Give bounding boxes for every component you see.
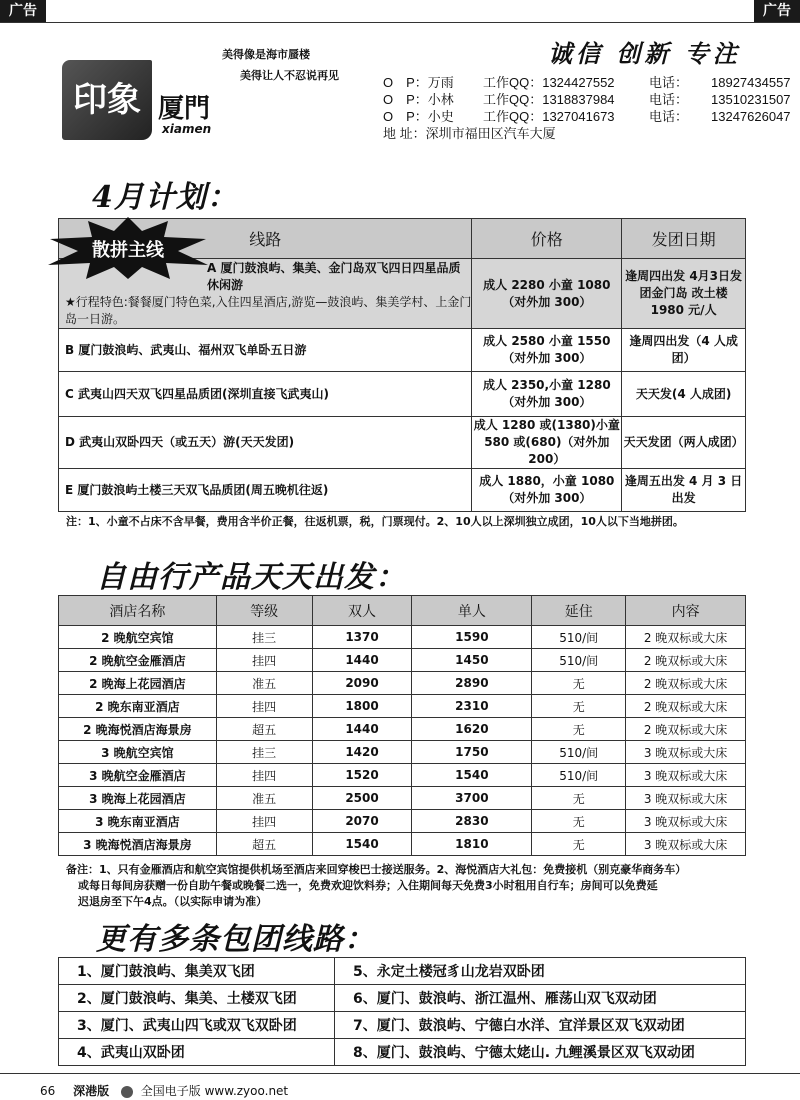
hotel-row bbox=[59, 787, 746, 810]
free-note-3: 迟退房至下午4点。（以实际申请为准） bbox=[78, 895, 268, 908]
hotel-cell: 2 晚双标或大床 bbox=[626, 649, 746, 672]
badge-text: 散拼主线 bbox=[92, 240, 164, 261]
route-item: 1、厦门鼓浪屿、集美双飞团 bbox=[59, 958, 335, 985]
contact-block bbox=[383, 74, 791, 142]
date-e: 逢周五出发 4 月 3 日出发 bbox=[622, 469, 746, 512]
hotel-cell: 2 晚双标或大床 bbox=[626, 626, 746, 649]
edition: 深港版 bbox=[73, 1084, 110, 1098]
hotel-cell: 2 晚海悦酒店海景房 bbox=[59, 718, 217, 741]
plan-note: 注：1、小童不占床不含早餐，费用含半价正餐，往返机票，税，门票现付。2、10人以上深圳独立成团，10人以下当地拼团。 bbox=[66, 515, 684, 528]
route-a: A 厦门鼓浪屿、集美、金门岛双飞四日四星品质休闲游 ★行程特色:餐餐厦门特色菜,入住四星酒店,游览—鼓浪屿、集美学村、上金门岛一日游。 bbox=[59, 259, 472, 329]
header-date: 发团日期 bbox=[622, 219, 746, 259]
hotel-cell: 超五 bbox=[216, 718, 312, 741]
date-b: 逢周四出发（4 人成团） bbox=[622, 329, 746, 372]
route-item: 7、厦门、鼓浪屿、宁德白水洋、宜洋景区双飞双动团 bbox=[335, 1012, 746, 1039]
date-a: 逢周四出发 4月3日发团金门岛 改土楼 1980 元/人 bbox=[622, 259, 746, 329]
hotel-cell: 2 晚东南亚酒店 bbox=[59, 695, 217, 718]
hotel-cell: 1540 bbox=[412, 764, 532, 787]
free-title: 自由行产品天天出发： bbox=[96, 560, 406, 595]
price-b: 成人 2580 小童 1550（对外加 300） bbox=[472, 329, 622, 372]
footer-divider bbox=[0, 1073, 800, 1074]
hotel-cell: 3 晚双标或大床 bbox=[626, 787, 746, 810]
hotel-cell: 1620 bbox=[412, 718, 532, 741]
hotel-cell: 2070 bbox=[312, 810, 412, 833]
page-number: 66 bbox=[40, 1084, 56, 1098]
hotel-cell: 无 bbox=[532, 787, 626, 810]
hotel-cell: 2 晚双标或大床 bbox=[626, 695, 746, 718]
hotel-cell: 2830 bbox=[412, 810, 532, 833]
th-grade: 等级 bbox=[216, 596, 312, 626]
header-route: 线路 bbox=[59, 219, 472, 259]
contact-row: O P：小林 工作QQ：1318837984 电话： 13510231507 bbox=[383, 92, 791, 107]
hotel-cell: 2890 bbox=[412, 672, 532, 695]
th-extend: 延住 bbox=[532, 596, 626, 626]
route-b: B 厦门鼓浪屿、武夷山、福州双飞单卧五日游 bbox=[59, 329, 472, 372]
hotel-cell: 1420 bbox=[312, 741, 412, 764]
more-title: 更有多条包团线路： bbox=[96, 922, 375, 957]
hotel-cell: 3 晚双标或大床 bbox=[626, 833, 746, 856]
hotel-cell: 2 晚双标或大床 bbox=[626, 672, 746, 695]
hotel-cell: 1800 bbox=[312, 695, 412, 718]
free-note-1: 备注：1、只有金雁酒店和航空宾馆提供机场至酒店来回穿梭巴士接送服务。2、海悦酒店大礼包：免费接机（别克豪华商务车） bbox=[66, 863, 687, 876]
hotel-row bbox=[59, 764, 746, 787]
more-routes-table bbox=[58, 957, 746, 1066]
hotel-cell: 无 bbox=[532, 695, 626, 718]
route-item: 5、永定土楼冠豸山龙岩双卧团 bbox=[335, 958, 746, 985]
hotel-row bbox=[59, 833, 746, 856]
motto: 诚信 创新 专注 bbox=[548, 39, 741, 68]
hotel-cell: 超五 bbox=[216, 833, 312, 856]
brand-city: 厦門 bbox=[158, 94, 211, 124]
contact-row: O P：万雨 工作QQ：1324427552 电话： 18927434557 bbox=[383, 75, 791, 90]
hotel-cell: 2090 bbox=[312, 672, 412, 695]
th-hotel: 酒店名称 bbox=[59, 596, 217, 626]
hotel-cell: 510/间 bbox=[532, 649, 626, 672]
ad-label-right: 广告 bbox=[754, 0, 800, 22]
hotel-cell: 1520 bbox=[312, 764, 412, 787]
hotel-cell: 1450 bbox=[412, 649, 532, 672]
hotel-cell: 1370 bbox=[312, 626, 412, 649]
hotel-cell: 1440 bbox=[312, 718, 412, 741]
hotel-cell: 510/间 bbox=[532, 626, 626, 649]
price-d: 成人 1280 或(1380)小童 580 或(680)（对外加 200） bbox=[472, 417, 622, 469]
slogan-1: 美得像是海市蜃楼 bbox=[222, 48, 310, 61]
hotel-row bbox=[59, 626, 746, 649]
contact-row: O P：小史 工作QQ：1327041673 电话： 13247626047 bbox=[383, 109, 791, 124]
hotel-cell: 2500 bbox=[312, 787, 412, 810]
route-c: C 武夷山四天双飞四星品质团(深圳直接飞武夷山) bbox=[59, 372, 472, 417]
hotel-cell: 2 晚海上花园酒店 bbox=[59, 672, 217, 695]
brand-logo: 印象 bbox=[62, 60, 152, 140]
hotel-cell: 1590 bbox=[412, 626, 532, 649]
route-item: 2、厦门鼓浪屿、集美、土楼双飞团 bbox=[59, 985, 335, 1012]
hotel-cell: 2 晚双标或大床 bbox=[626, 718, 746, 741]
footer bbox=[40, 1082, 288, 1099]
hotel-cell: 1440 bbox=[312, 649, 412, 672]
price-a: 成人 2280 小童 1080（对外加 300） bbox=[472, 259, 622, 329]
hotel-cell: 3 晚航空宾馆 bbox=[59, 741, 217, 764]
hotel-cell: 3 晚海悦酒店海景房 bbox=[59, 833, 217, 856]
hotel-row bbox=[59, 718, 746, 741]
hotel-row bbox=[59, 695, 746, 718]
route-d: D 武夷山双卧四天（或五天）游(天天发团) bbox=[59, 417, 472, 469]
th-content: 内容 bbox=[626, 596, 746, 626]
hotel-cell: 2 晚航空宾馆 bbox=[59, 626, 217, 649]
date-c: 天天发(4 人成团) bbox=[622, 372, 746, 417]
globe-icon bbox=[121, 1086, 133, 1098]
hotel-cell: 3 晚东南亚酒店 bbox=[59, 810, 217, 833]
top-divider bbox=[0, 22, 800, 23]
route-item: 6、厦门、鼓浪屿、浙江温州、雁荡山双飞双动团 bbox=[335, 985, 746, 1012]
hotel-cell: 510/间 bbox=[532, 764, 626, 787]
hotel-row bbox=[59, 810, 746, 833]
hotel-cell: 3 晚航空金雁酒店 bbox=[59, 764, 217, 787]
site-link[interactable]: 全国电子版 www.zyoo.net bbox=[140, 1084, 289, 1098]
hotel-cell: 3 晚双标或大床 bbox=[626, 741, 746, 764]
plan-title: 4月计划： bbox=[92, 180, 238, 215]
hotel-cell: 2310 bbox=[412, 695, 532, 718]
hotel-row bbox=[59, 672, 746, 695]
price-e: 成人 1880，小童 1080（对外加 300） bbox=[472, 469, 622, 512]
hotel-cell: 1810 bbox=[412, 833, 532, 856]
hotel-cell: 挂四 bbox=[216, 695, 312, 718]
brand-city-en: xiamen bbox=[162, 122, 212, 136]
hotel-cell: 挂四 bbox=[216, 810, 312, 833]
address: 地 址：深圳市福田区汽车大厦 bbox=[383, 126, 556, 141]
slogan-2: 美得让人不忍说再见 bbox=[240, 69, 339, 82]
hotel-cell: 3 晚双标或大床 bbox=[626, 764, 746, 787]
hotel-cell: 3 晚海上花园酒店 bbox=[59, 787, 217, 810]
hotel-cell: 1750 bbox=[412, 741, 532, 764]
header-price: 价格 bbox=[472, 219, 622, 259]
hotel-cell: 无 bbox=[532, 672, 626, 695]
hotel-cell: 510/间 bbox=[532, 741, 626, 764]
hotel-cell: 3 晚双标或大床 bbox=[626, 810, 746, 833]
hotel-row bbox=[59, 741, 746, 764]
hotel-cell: 挂三 bbox=[216, 626, 312, 649]
route-item: 3、厦门、武夷山四飞或双飞双卧团 bbox=[59, 1012, 335, 1039]
date-d: 天天发团（两人成团） bbox=[622, 417, 746, 469]
badge-burst bbox=[46, 217, 210, 279]
hotel-row bbox=[59, 649, 746, 672]
hotel-cell: 2 晚航空金雁酒店 bbox=[59, 649, 217, 672]
hotel-cell: 1540 bbox=[312, 833, 412, 856]
hotel-cell: 挂三 bbox=[216, 741, 312, 764]
ad-label-left: 广告 bbox=[0, 0, 46, 22]
price-c: 成人 2350,小童 1280（对外加 300） bbox=[472, 372, 622, 417]
route-item: 4、武夷山双卧团 bbox=[59, 1039, 335, 1066]
hotel-cell: 准五 bbox=[216, 672, 312, 695]
free-note-2: 或每日每间房获赠一份自助午餐或晚餐二选一，免费欢迎饮料券；入住期间每天免费3小时租用自行车；房间可以免费延 bbox=[78, 879, 658, 892]
hotel-cell: 挂四 bbox=[216, 764, 312, 787]
hotel-table bbox=[58, 595, 746, 856]
route-item: 8、厦门、鼓浪屿、宁德太姥山. 九鲤溪景区双飞双动团 bbox=[335, 1039, 746, 1066]
hotel-cell: 无 bbox=[532, 833, 626, 856]
hotel-cell: 准五 bbox=[216, 787, 312, 810]
route-e: E 厦门鼓浪屿土楼三天双飞品质团(周五晚机往返) bbox=[59, 469, 472, 512]
hotel-cell: 无 bbox=[532, 810, 626, 833]
th-single: 单人 bbox=[412, 596, 532, 626]
hotel-cell: 3700 bbox=[412, 787, 532, 810]
hotel-cell: 挂四 bbox=[216, 649, 312, 672]
hotel-cell: 无 bbox=[532, 718, 626, 741]
th-double: 双人 bbox=[312, 596, 412, 626]
